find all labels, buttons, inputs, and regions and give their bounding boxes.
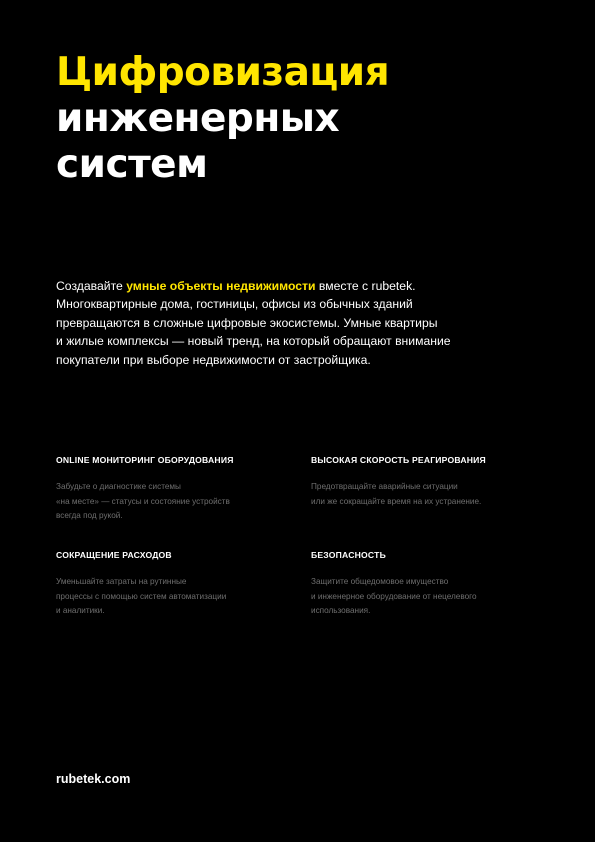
feature-description [311,480,556,509]
feature-heading: СОКРАЩЕНИЕ РАСХОДОВ [56,550,172,560]
feature-description-line: Предотвращайте аварийные ситуации [311,482,458,491]
intro-text-line1-end: вместе с rubetek. [315,279,416,293]
intro-highlight: умные объекты недвижимости [126,279,316,293]
feature-description-line: Забудьте о диагностике системы [56,482,181,491]
feature-description [56,480,301,524]
feature-description-line: и инженерное оборудование от нецелевого [311,591,477,601]
feature-description-line: процессы с помощью систем автоматизации [56,591,227,601]
feature-description-line: «на месте» — статусы и состояние устройств [56,496,230,506]
feature-heading: ВЫСОКАЯ СКОРОСТЬ РЕАГИРОВАНИЯ [311,455,486,465]
feature-description-line: использования. [311,606,371,615]
intro-text-start: Создавайте [56,279,127,293]
feature-description [311,575,556,619]
feature-description-line: или же сокращайте время на их устранение. [311,496,482,506]
feature-monitoring [56,455,301,524]
feature-response-speed [311,455,556,509]
feature-security [311,550,556,619]
title-line-2: инженерных [56,96,340,141]
brand-link[interactable]: rubetek.com [56,772,131,786]
title-line-accent: Цифровизация [56,50,390,95]
page-title [56,50,389,188]
feature-heading: БЕЗОПАСНОСТЬ [311,550,386,560]
feature-description-line: Уменьшайте затраты на рутинные [56,577,187,586]
feature-description-line: Защитите общедомовое имущество [311,577,449,586]
feature-heading: ONLINE МОНИТОРИНГ ОБОРУДОВАНИЯ [56,455,234,465]
intro-text-line3: превращаются в сложные цифровые экосистемы. Умные квартиры [56,315,438,330]
feature-description [56,575,301,619]
feature-description-line: всегда под рукой. [56,511,123,520]
feature-description-line: и аналитики. [56,606,105,615]
intro-text-line4: и жилые комплексы — новый тренд, на который обращают внимание [56,334,451,349]
title-line-3: систем [56,142,208,187]
feature-cost-reduction [56,550,301,619]
intro-paragraph [56,277,526,369]
intro-text-line5: покупатели при выборе недвижимости от застройщика. [56,352,371,367]
intro-text-line2: Многоквартирные дома, гостиницы, офисы из обычных зданий [56,297,413,312]
